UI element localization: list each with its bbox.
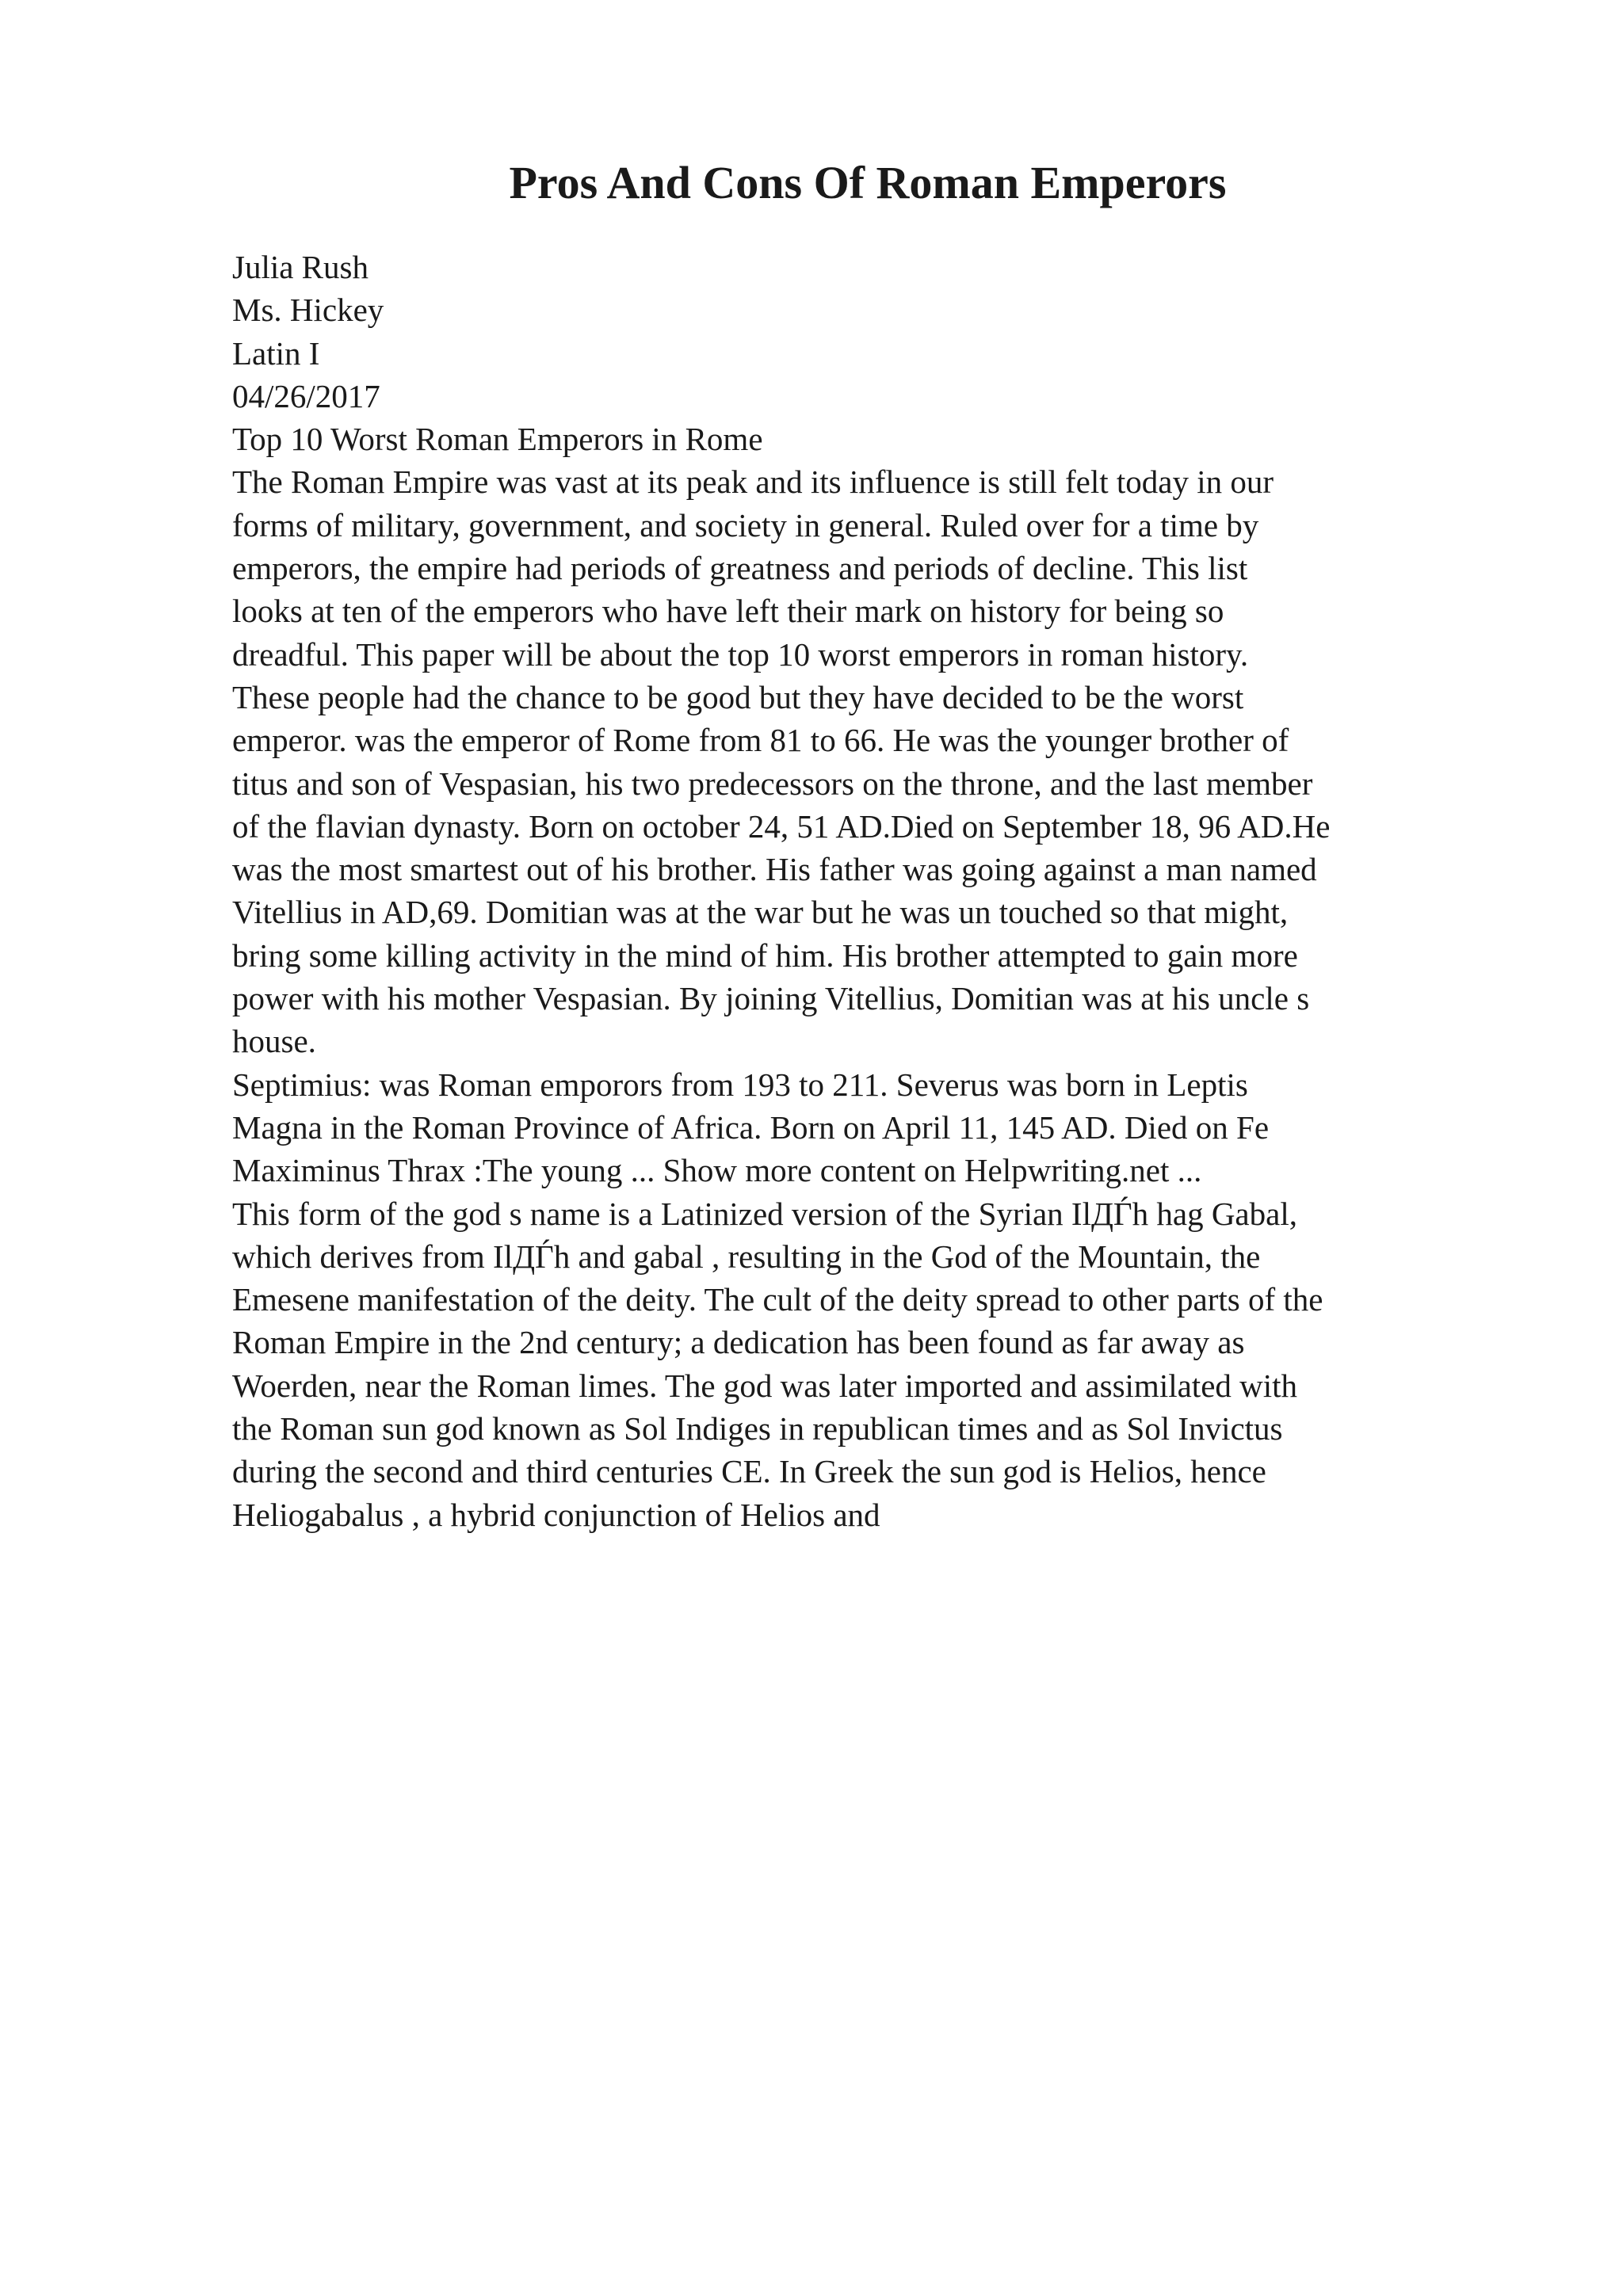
body-text-line: power with his mother Vespasian. By joining Vitellius, Domitian was at his uncle s: [232, 980, 1310, 1017]
body-text-line: Magna in the Roman Province of Africa. Born on April 11, 145 AD. Died on Fe: [232, 1108, 1270, 1146]
body-text-line: Top 10 Worst Roman Emperors in Rome: [232, 421, 763, 458]
body-text-line: bring some killing activity in the mind of him. His brother attempted to gain more: [232, 936, 1298, 974]
body-text-line: 04/26/2017: [232, 377, 380, 414]
body-text-line: Emesene manifestation of the deity. The cult of the deity spread to other parts of the: [232, 1281, 1323, 1318]
document-body: [232, 246, 1611, 1536]
body-text-line: house.: [232, 1023, 316, 1060]
body-text-line: dreadful. This paper will be about the top 10 worst emperors in roman history.: [232, 635, 1249, 673]
body-text-line: which derives from IlДЃh and gabal , resulting in the God of the Mountain, the: [232, 1238, 1261, 1275]
body-text-line: Julia Rush: [232, 249, 369, 285]
body-text-line: forms of military, government, and society in general. Ruled over for a time by: [232, 506, 1259, 543]
body-text-line: Latin I: [232, 334, 320, 372]
document-title: Pros And Cons Of Roman Emperors: [509, 157, 1227, 208]
body-text-line: This form of the god s name is a Latinized version of the Syrian IlДЃh hag Gabal,: [232, 1195, 1297, 1232]
body-text-line: looks at ten of the emperors who have left their mark on history for being so: [232, 593, 1224, 630]
body-text-line: These people had the chance to be good but they have decided to be the worst: [232, 678, 1244, 715]
body-text-line: Ms. Hickey: [232, 292, 384, 329]
body-text-line: of the flavian dynasty. Born on october 24, 51 AD.Died on September 18, 96 AD.He: [232, 807, 1331, 845]
body-text-line: The Roman Empire was vast at its peak and its influence is still felt today in our: [232, 463, 1274, 501]
body-text-line: emperors, the empire had periods of greatness and periods of decline. This list: [232, 550, 1248, 587]
body-text-line: during the second and third centuries CE. In Greek the sun god is Helios, hence: [232, 1453, 1266, 1490]
body-text-line: Vitellius in AD,69. Domitian was at the war but he was un touched so that might,: [232, 894, 1289, 931]
body-text-line: the Roman sun god known as Sol Indiges in republican times and as Sol Invictus: [232, 1410, 1283, 1447]
body-text-line: Septimius: was Roman emporors from 193 to 211. Severus was born in Leptis: [232, 1066, 1248, 1103]
body-text-line: titus and son of Vespasian, his two predecessors on the throne, and the last member: [232, 765, 1313, 802]
body-text-line: Maximinus Thrax :The young ... Show more content on Helpwriting.net ...: [232, 1152, 1202, 1189]
body-text-line: Roman Empire in the 2nd century; a dedication has been found as far away as: [232, 1324, 1245, 1361]
body-text-line: was the most smartest out of his brother. His father was going against a man named: [232, 851, 1317, 888]
body-text-line: emperor. was the emperor of Rome from 81 to 66. He was the younger brother of: [232, 722, 1289, 759]
body-text-line: Heliogabalus , a hybrid conjunction of Helios and: [232, 1496, 880, 1533]
body-text-line: Woerden, near the Roman limes. The god was later imported and assimilated with: [232, 1367, 1298, 1404]
